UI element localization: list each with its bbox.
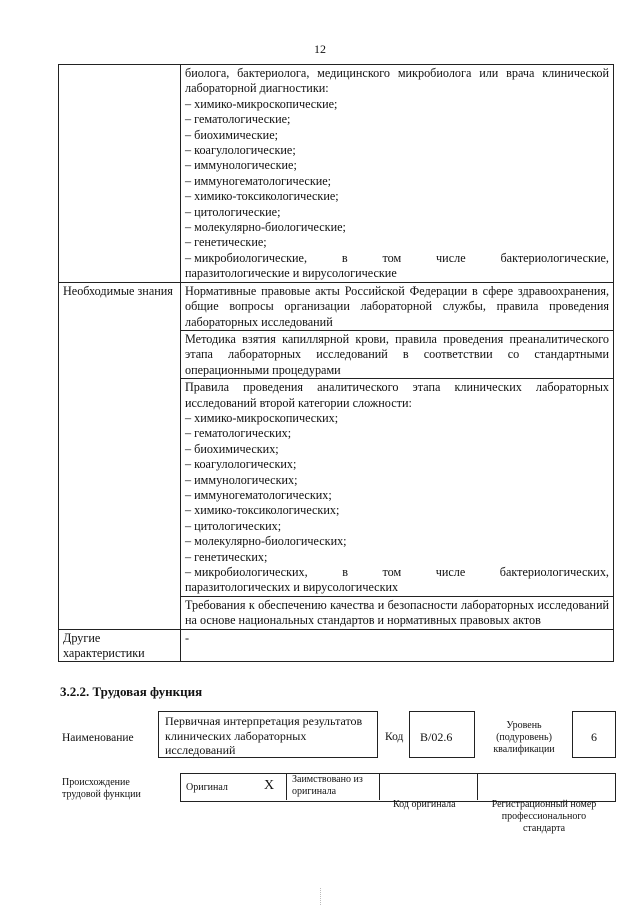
divider [286,773,287,800]
list-item: – биохимические; [185,127,278,142]
origin-label: Происхождение трудовой функции [62,777,141,800]
origin-row [180,773,616,802]
list-item: – иммуногематологических; [185,487,332,502]
level-value: 6 [591,730,597,744]
empty-label-cell [59,65,181,283]
word: бактериологические, [500,250,609,265]
knowledge-item: Нормативные правовые акты Российской Федерации в сфере здравоохранения, общие вопросы организации лабораторной службы, правила проведения лабораторных исследований [181,282,614,330]
word: в [341,250,348,265]
knowledge-label: Необходимые знания [59,282,181,629]
list-item: – генетических; [185,549,268,564]
list-item-tail: паразитологические и вирусологические [185,266,397,281]
word: числе [435,565,466,579]
list-item: – молекулярно-биологических; [185,534,347,549]
list-item-tail: паразитологических и вирусологических [185,580,399,595]
page-number: 12 [314,42,326,56]
name-value: Первичная интерпретация результатов клинических лабораторных исследований [165,714,363,757]
list-item: – химико-микроскопических; [185,410,339,425]
word: том [382,565,402,579]
level-label: Уровень (подуровень) квалификации [493,720,555,755]
list-item: – биохимических; [185,441,279,456]
divider [320,888,321,905]
code-value: B/02.6 [420,730,453,744]
section-title: 3.2.2. Трудовая функция [60,684,203,699]
original-mark: X [264,778,275,793]
list-item-last [185,565,609,580]
knowledge-intro: Правила проведения аналитического этапа клинических лабораторных исследований второй категории сложности: [185,380,609,410]
list-item: – цитологические; [185,204,281,219]
knowledge-item: Требования к обеспечению качества и безопасности лабораторных исследований на основе национальных стандартов и нормативных правовых актов [181,596,614,629]
level-box [572,711,616,758]
code-label: Код [385,731,404,743]
borrowed-label: Заимствовано из оригинала [292,774,363,797]
word: числе [436,250,466,265]
list-item: – коагулологических; [185,457,297,472]
list-item: – иммунологические; [185,158,297,173]
requirements-table [58,64,614,662]
table-row [59,282,614,330]
name-label: Наименование [62,732,134,744]
code-box [409,711,475,758]
list-item: – химико-микроскопические; [185,96,338,111]
list-item: – цитологических; [185,518,282,533]
skills-intro: биолога, бактериолога, медицинского микробиолога или врача клинической лабораторной диагностики: [185,66,609,96]
divider [379,773,380,800]
reg-number-label: Регистрационный номер профессионального стандарта [491,799,597,834]
list-item: – химико-токсикологических; [185,503,340,518]
list-item: – иммуногематологические; [185,173,332,188]
list-item: – химико-токсикологические; [185,189,339,204]
list-item: – генетические; [185,235,267,250]
table-row [59,65,614,283]
original-label: Оригинал [186,782,228,793]
knowledge-item [181,379,614,597]
list-item-last [185,251,609,266]
list-item: – гематологических; [185,426,292,441]
word: том [382,250,402,265]
list-item: – молекулярно-биологические; [185,220,346,235]
word: бактериологических, [499,565,609,579]
skills-continuation-cell [181,65,614,283]
divider [477,773,478,800]
word: – микробиологические, [185,250,307,265]
knowledge-item: Методика взятия капиллярной крови, правила проведения преаналитического этапа лабораторных исследований в соответствии со стандартными операционными процедурами [181,330,614,378]
code-original-label: Код оригинала [393,799,456,810]
other-label: Другие характеристики [59,629,181,662]
list-item: – иммунологических; [185,472,298,487]
name-box [158,711,378,758]
word: в [342,565,348,579]
list-item: – коагулологические; [185,143,296,158]
list-item: – гематологические; [185,112,291,127]
table-row [59,629,614,662]
other-value: - [181,629,614,662]
word: – микробиологических, [185,565,308,579]
